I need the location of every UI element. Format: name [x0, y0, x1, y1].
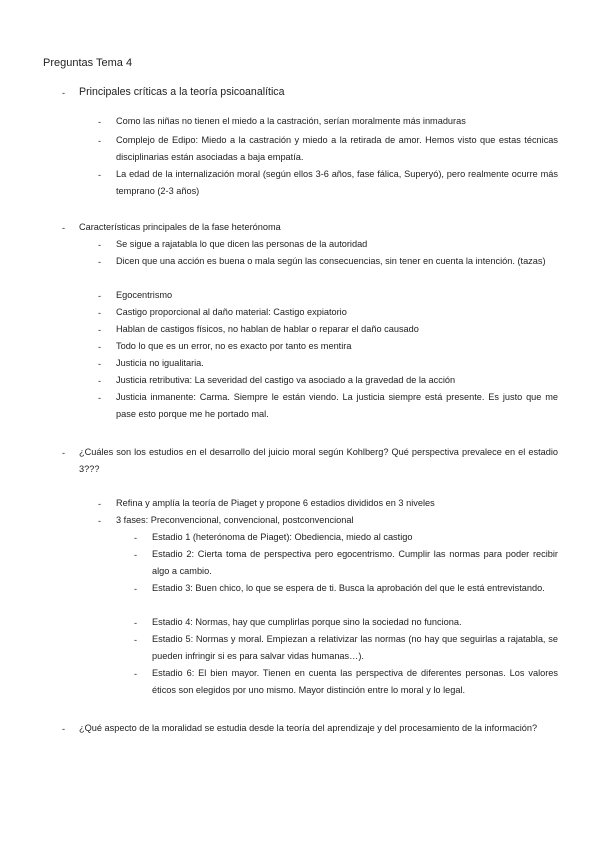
bullet-dash: -	[134, 584, 138, 594]
bullet-dash: -	[62, 448, 66, 458]
bullet-dash: -	[134, 618, 138, 628]
list-item: Se sigue a rajatabla lo que dicen las personas de la autoridad	[116, 239, 368, 249]
bullet-dash: -	[134, 669, 138, 679]
bullet-dash: -	[134, 550, 138, 560]
sub-list-item: Estadio 5: Normas y moral. Empiezan a relativizar las normas (no hay que seguirlas a rajatabla, se pueden infringir si es para salvar vidas humanas…).	[152, 634, 558, 661]
list-item: La edad de la internalización moral (según ellos 3-6 años, fase fálica, Superyó), pero realmente ocurre más temprano (2-3 años)	[116, 169, 558, 196]
list-item: Castigo proporcional al daño material: Castigo expiatorio	[116, 307, 347, 317]
page-title: Preguntas Tema 4	[43, 57, 133, 69]
bullet-dash: -	[98, 325, 102, 335]
section-heading: ¿Qué aspecto de la moralidad se estudia desde la teoría del aprendizaje y del procesamiento de la información?	[79, 723, 538, 733]
bullet-dash: -	[98, 308, 102, 318]
list-item: Egocentrismo	[116, 290, 173, 300]
list-item: Complejo de Edipo: Miedo a la castración y miedo a la retirada de amor. Hemos visto que estas técnicas disciplinarias están asociadas a baja empatía.	[116, 135, 558, 162]
list-item: Justicia inmanente: Carma. Siempre le están viendo. La justicia siempre está presente. Es justo que me pase esto porque me he portado mal.	[116, 392, 558, 419]
bullet-dash: -	[98, 342, 102, 352]
list-item: Justicia retributiva: La severidad del castigo va asociado a la gravedad de la acción	[116, 375, 456, 385]
bullet-dash: -	[134, 635, 138, 645]
sub-list-item: Estadio 2: Cierta toma de perspectiva pero egocentrismo. Cumplir las normas para poder recibir algo a cambio.	[152, 549, 558, 576]
sub-list-item: Estadio 4: Normas, hay que cumplirlas porque sino la sociedad no funciona.	[152, 617, 462, 627]
bullet-dash: -	[62, 88, 66, 98]
sub-list-item: Estadio 3: Buen chico, lo que se espera de ti. Busca la aprobación del que le está entrevistando.	[152, 583, 545, 593]
sub-list-item: Estadio 6: El bien mayor. Tienen en cuenta las perspectiva de diferentes personas. Los valores éticos son elegidos por uno mismo. Mayor distinción entre lo moral y lo legal.	[152, 668, 558, 695]
bullet-dash: -	[98, 117, 102, 127]
list-item: Como las niñas no tienen el miedo a la castración, serían moralmente más inmaduras	[116, 116, 466, 126]
list-item: Todo lo que es un error, no es exacto por tanto es mentira	[116, 341, 352, 351]
list-item: Refina y amplía la teoría de Piaget y propone 6 estadios divididos en 3 niveles	[116, 498, 435, 508]
bullet-dash: -	[62, 724, 66, 734]
list-item: Hablan de castigos físicos, no hablan de hablar o reparar el daño causado	[116, 324, 419, 334]
bullet-dash: -	[98, 516, 102, 526]
bullet-dash: -	[98, 499, 102, 509]
bullet-dash: -	[134, 533, 138, 543]
bullet-dash: -	[98, 170, 102, 180]
list-item: Justicia no igualitaria.	[116, 358, 204, 368]
bullet-dash: -	[62, 223, 66, 233]
bullet-dash: -	[98, 136, 102, 146]
bullet-dash: -	[98, 393, 102, 403]
bullet-dash: -	[98, 376, 102, 386]
list-item: Dicen que una acción es buena o mala según las consecuencias, sin tener en cuenta la intención. (tazas)	[116, 256, 546, 266]
bullet-dash: -	[98, 359, 102, 369]
bullet-dash: -	[98, 240, 102, 250]
bullet-dash: -	[98, 291, 102, 301]
list-item: 3 fases: Preconvencional, convencional, postconvencional	[116, 515, 354, 525]
section-heading: Características principales de la fase heterónoma	[79, 222, 281, 232]
section-heading: ¿Cuáles son los estudios en el desarrollo del juicio moral según Kohlberg? Qué perspectiva prevalece en el estadio 3???	[79, 447, 558, 474]
sub-list-item: Estadio 1 (heterónoma de Piaget): Obediencia, miedo al castigo	[152, 532, 413, 542]
bullet-dash: -	[98, 257, 102, 267]
section-heading: Principales críticas a la teoría psicoanalítica	[79, 86, 285, 98]
